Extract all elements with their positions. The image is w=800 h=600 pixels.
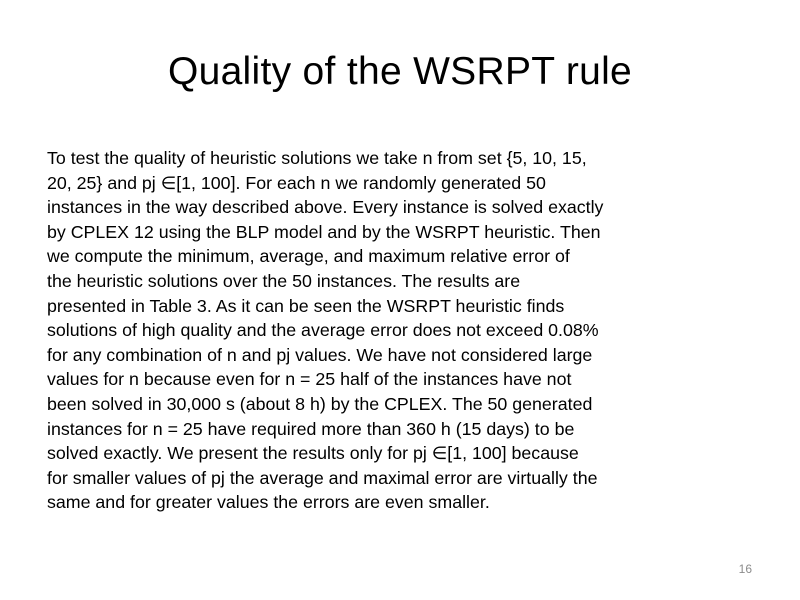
body-line: values for n because even for n = 25 half of the instances have not bbox=[47, 369, 572, 390]
body-line: been solved in 30,000 s (about 8 h) by the CPLEX. The 50 generated bbox=[47, 393, 593, 414]
body-line: instances in the way described above. Every instance is solved exactly bbox=[47, 197, 604, 218]
body-line: solved exactly. We present the results only for pj ∈[1, 100] because bbox=[47, 443, 579, 464]
body-line: To test the quality of heuristic solutions we take n from set {5, 10, 15, bbox=[47, 148, 587, 168]
body-paragraph bbox=[47, 146, 759, 515]
body-line: by CPLEX 12 using the BLP model and by the WSRPT heuristic. Then bbox=[47, 221, 601, 242]
body-line: instances for n = 25 have required more than 360 h (15 days) to be bbox=[47, 418, 575, 439]
body-line: for smaller values of pj the average and maximal error are virtually the bbox=[47, 467, 598, 488]
body-line: we compute the minimum, average, and maximum relative error of bbox=[47, 246, 570, 267]
body-line: presented in Table 3. As it can be seen the WSRPT heuristic finds bbox=[47, 295, 565, 316]
body-line: 20, 25} and pj ∈[1, 100]. For each n we randomly generated 50 bbox=[47, 172, 546, 193]
body-line: the heuristic solutions over the 50 instances. The results are bbox=[47, 270, 521, 291]
body-line: solutions of high quality and the average error does not exceed 0.08% bbox=[47, 320, 599, 341]
page-number: 16 bbox=[738, 562, 752, 576]
body-line: same and for greater values the errors are even smaller. bbox=[47, 492, 490, 513]
slide-title: Quality of the WSRPT rule bbox=[167, 50, 633, 93]
body-line: for any combination of n and pj values. We have not considered large bbox=[47, 344, 593, 365]
